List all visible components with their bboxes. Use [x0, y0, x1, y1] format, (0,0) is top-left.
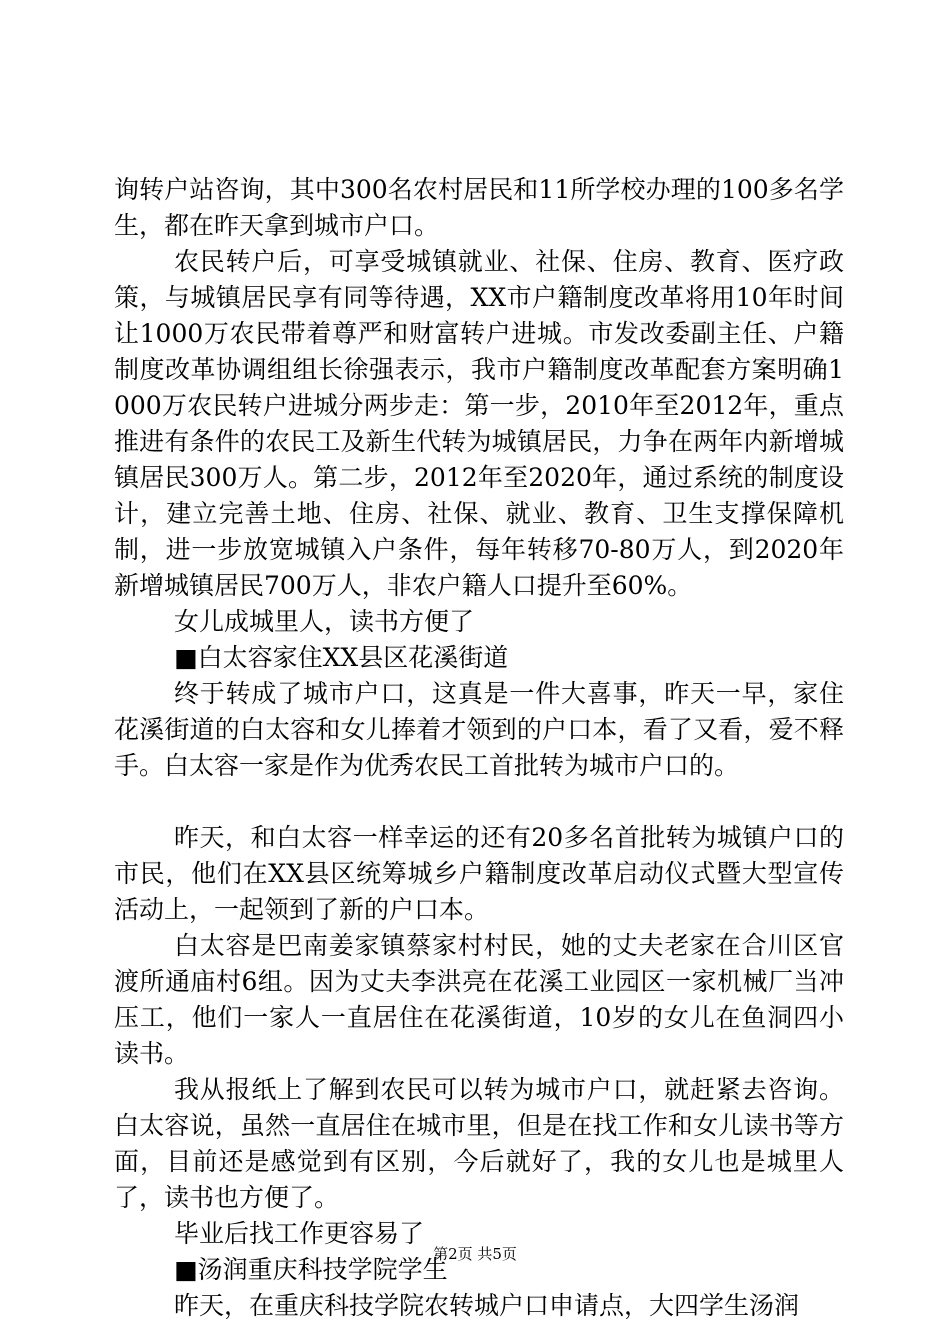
paragraph-gap — [114, 784, 844, 820]
paragraph-reform-plan: 农民转户后，可享受城镇就业、社保、住房、教育、医疗政策，与城镇居民享有同等待遇，XX市户籍制度改革将用10年时间让1000万农民带着尊严和财富转户进城。市发改委副主任、户籍制度改革协调组组长徐强表示，我市户籍制度改革配套方案明确1000万农民转户进城分两步走：第一步，2010年至2012年，重点推进有条件的农民工及新生代转为城镇居民，力争在两年内新增城镇居民300万人。第二步，2012年至2020年，通过系统的制度设计，建立完善土地、住房、社保、就业、教育、卫生支撑保障机制，进一步放宽城镇入户条件，每年转移70-80万人，到2020年新增城镇居民700万人，非农户籍人口提升至60%。 — [114, 247, 844, 600]
paragraph-bai-household: 终于转成了城市户口，这真是一件大喜事，昨天一早，家住花溪街道的白太容和女儿捧着才领到的户口本，看了又看，爱不释手。白太容一家是作为优秀农民工首批转为城市户口的。 — [114, 679, 844, 780]
paragraph-quote: 我从报纸上了解到农民可以转为城市户口，就赶紧去咨询。白太容说，虽然一直居住在城市里，但是在找工作和女儿读书等方面，目前还是感觉到有区别，今后就好了，我的女儿也是城里人了，读书也方便了。 — [114, 1075, 844, 1212]
byline-tang-run: ■汤润重庆科技学院学生 — [174, 1255, 448, 1284]
paragraph-family-background: 白太容是巴南姜家镇蔡家村村民，她的丈夫老家在合川区官渡所通庙村6组。因为丈夫李洪亮在花溪工业园区一家机械厂当冲压工，他们一家人一直居住在花溪街道，10岁的女儿在鱼洞四小读书。 — [114, 931, 844, 1068]
subheading-employment: 毕业后找工作更容易了 — [174, 1219, 425, 1248]
subheading-daughter: 女儿成城里人，读书方便了 — [174, 607, 475, 636]
page-footer: 第2页 共5页 — [433, 1245, 517, 1263]
paragraph-first-batch: 昨天，和白太容一样幸运的还有20多名首批转为城镇户口的市民，他们在XX县区统筹城乡户籍制度改革启动仪式暨大型宣传活动上，一起领到了新的户口本。 — [114, 823, 844, 924]
byline-bai-tairong: ■白太容家住XX县区花溪街道 — [174, 643, 509, 672]
paragraph-continuation: 询转户站咨询，其中300名农村居民和11所学校办理的100多名学生，都在昨天拿到城市户口。 — [114, 175, 844, 240]
paragraph-tang-run: 昨天，在重庆科技学院农转城户口申请点，大四学生汤润 — [174, 1291, 800, 1320]
document-body — [114, 172, 844, 1324]
